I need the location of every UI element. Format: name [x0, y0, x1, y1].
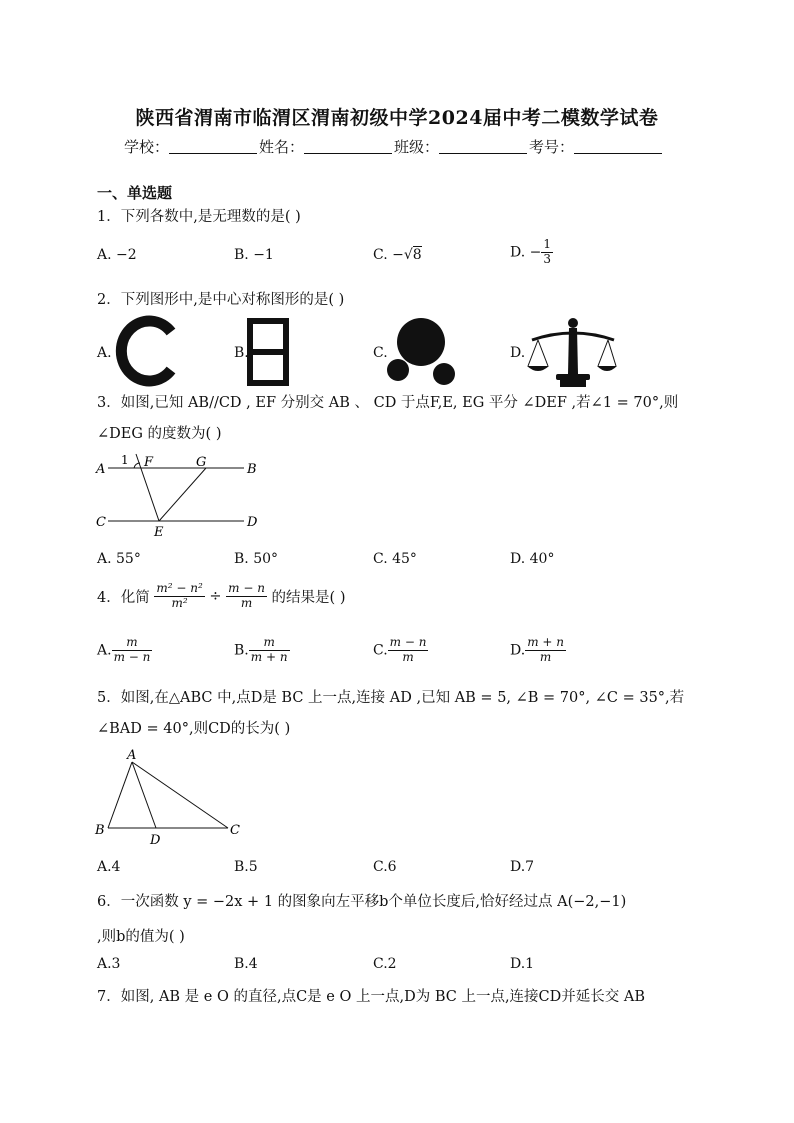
q5-option-a[interactable]: A.4 — [97, 859, 121, 875]
q3-stem-line2: ∠DEG 的度数为( ) — [97, 426, 222, 442]
q3-label-a: A — [96, 462, 106, 477]
q3-label-angle-1: 1 — [121, 453, 129, 467]
q2-option-a-label[interactable]: A. — [97, 345, 112, 361]
q5-stem-line2: ∠BAD = 40°,则CD的长为( ) — [97, 721, 291, 737]
q4-stem-prefix: 4．化简 — [97, 589, 150, 606]
q5-label-b: B — [95, 823, 105, 838]
q5-option-d[interactable]: D.7 — [510, 859, 535, 875]
name-label: 姓名： — [259, 138, 305, 156]
q1-option-d-fraction — [541, 238, 553, 267]
q1-stem: 1．下列各数中,是无理数的是( ) — [97, 209, 301, 225]
q5-stem-line1: 5．如图,在△ABC 中,点D是 BC 上一点,连接 AD ,已知 AB = 5, ∠B = 70°, ∠C = 35°,若 — [97, 690, 685, 706]
q3-label-e: E — [154, 525, 164, 540]
q3-figure — [94, 452, 274, 544]
q2-option-b-label[interactable]: B. — [234, 345, 249, 361]
q4-option-b-fraction — [249, 636, 290, 665]
fraction-denominator: m² — [154, 596, 204, 611]
fraction-numerator: m + n — [527, 635, 564, 649]
fraction-numerator: m − n — [228, 581, 265, 595]
class-blank[interactable] — [439, 139, 527, 154]
q4-option-b[interactable] — [234, 636, 290, 665]
q6-stem-line2: ,则b的值为( ) — [97, 929, 185, 945]
fraction-denominator: m − n — [113, 649, 151, 664]
number-blank[interactable] — [574, 139, 662, 154]
q2-option-d-label[interactable]: D. — [510, 345, 526, 361]
school-label: 学校： — [124, 138, 170, 156]
q7-stem: 7．如图, AB 是 e O 的直径,点C是 e O 上一点,D为 BC 上一点,连接CD并延长交 AB — [97, 989, 646, 1005]
class-label: 班级： — [394, 138, 440, 156]
fraction-numerator: m − n — [389, 635, 427, 649]
q2-stem: 2．下列图形中,是中心对称图形的是( ) — [97, 292, 345, 308]
q4-stem — [97, 582, 345, 611]
q1-option-c[interactable] — [373, 247, 422, 263]
q1-option-c-radicand: 8 — [412, 247, 422, 263]
school-blank[interactable] — [169, 139, 257, 154]
section-heading: 一、单选题 — [97, 184, 173, 202]
fraction-numerator: m — [263, 635, 275, 649]
q3-option-d[interactable]: D. 40° — [510, 551, 555, 567]
q4-option-a-fraction — [112, 636, 153, 665]
q5-label-c: C — [230, 823, 240, 838]
number-label: 考号： — [529, 138, 575, 156]
rectangle-eight-shape-icon — [247, 318, 289, 390]
q6-option-c[interactable]: C.2 — [373, 956, 397, 972]
q3-label-b: B — [247, 462, 257, 477]
q4-fraction-2 — [226, 582, 267, 611]
q3-label-d: D — [247, 515, 258, 530]
fraction-denominator: m — [226, 596, 267, 611]
q4-option-c[interactable] — [373, 636, 428, 665]
fraction-denominator: m — [388, 650, 429, 665]
q4-stem-suffix: 的结果是( ) — [271, 589, 346, 606]
q6-option-a[interactable]: A.3 — [97, 956, 121, 972]
q4-option-a[interactable] — [97, 636, 152, 665]
fraction-denominator: m + n — [250, 649, 288, 664]
q1-option-c-prefix: C. − — [373, 247, 404, 263]
q4-option-d-fraction — [525, 636, 566, 665]
q5-label-d: D — [150, 833, 161, 848]
q6-stem-line1: 6．一次函数 y = −2x + 1 的图象向左平移b个单位长度后,恰好经过点 A(−2,−1) — [97, 894, 627, 910]
q4-fraction-1 — [154, 582, 204, 611]
q3-option-a[interactable]: A. 55° — [97, 551, 141, 567]
q4-option-d-prefix: D. — [510, 642, 526, 659]
q3-option-c[interactable]: C. 45° — [373, 551, 417, 567]
fraction-denominator: 3 — [543, 251, 551, 266]
q5-figure — [94, 746, 254, 850]
student-info-row — [124, 136, 664, 157]
q4-option-d[interactable] — [510, 636, 566, 665]
q3-label-c: C — [96, 515, 106, 530]
q4-option-c-prefix: C. — [373, 642, 388, 659]
sqrt-icon: √ — [403, 247, 413, 263]
q6-option-d[interactable]: D.1 — [510, 956, 535, 972]
q1-option-a[interactable]: A. −2 — [97, 247, 137, 263]
q4-option-a-prefix: A. — [97, 642, 112, 659]
q4-option-b-prefix: B. — [234, 642, 249, 659]
q4-option-c-fraction — [388, 636, 429, 665]
q3-option-b[interactable]: B. 50° — [234, 551, 279, 567]
q1-option-d-prefix: D. − — [510, 244, 542, 261]
q1-option-d[interactable] — [510, 238, 553, 267]
balance-scale-icon — [526, 316, 616, 394]
q1-option-b[interactable]: B. −1 — [234, 247, 274, 263]
q5-label-a: A — [127, 748, 137, 763]
q6-option-b[interactable]: B.4 — [234, 956, 258, 972]
three-circles-shape-icon — [387, 315, 459, 391]
fraction-numerator: 1 — [543, 237, 551, 251]
q3-label-g: G — [196, 455, 207, 470]
q5-option-b[interactable]: B.5 — [234, 859, 258, 875]
letter-c-shape-icon — [111, 315, 179, 391]
name-blank[interactable] — [304, 139, 392, 154]
q3-label-f: F — [144, 455, 154, 470]
fraction-numerator: m² − n² — [156, 581, 203, 595]
exam-title: 陕西省渭南市临渭区渭南初级中学2024届中考二模数学试卷 — [135, 107, 659, 129]
divide-sign: ÷ — [209, 588, 222, 605]
q3-stem-line1: 3．如图,已知 AB//CD , EF 分别交 AB 、 CD 于点F,E, EG 平分 ∠DEF ,若∠1 = 70°,则 — [97, 395, 679, 411]
q2-option-c-label[interactable]: C. — [373, 345, 388, 361]
fraction-numerator: m — [126, 635, 138, 649]
q5-option-c[interactable]: C.6 — [373, 859, 397, 875]
fraction-denominator: m — [525, 650, 566, 665]
